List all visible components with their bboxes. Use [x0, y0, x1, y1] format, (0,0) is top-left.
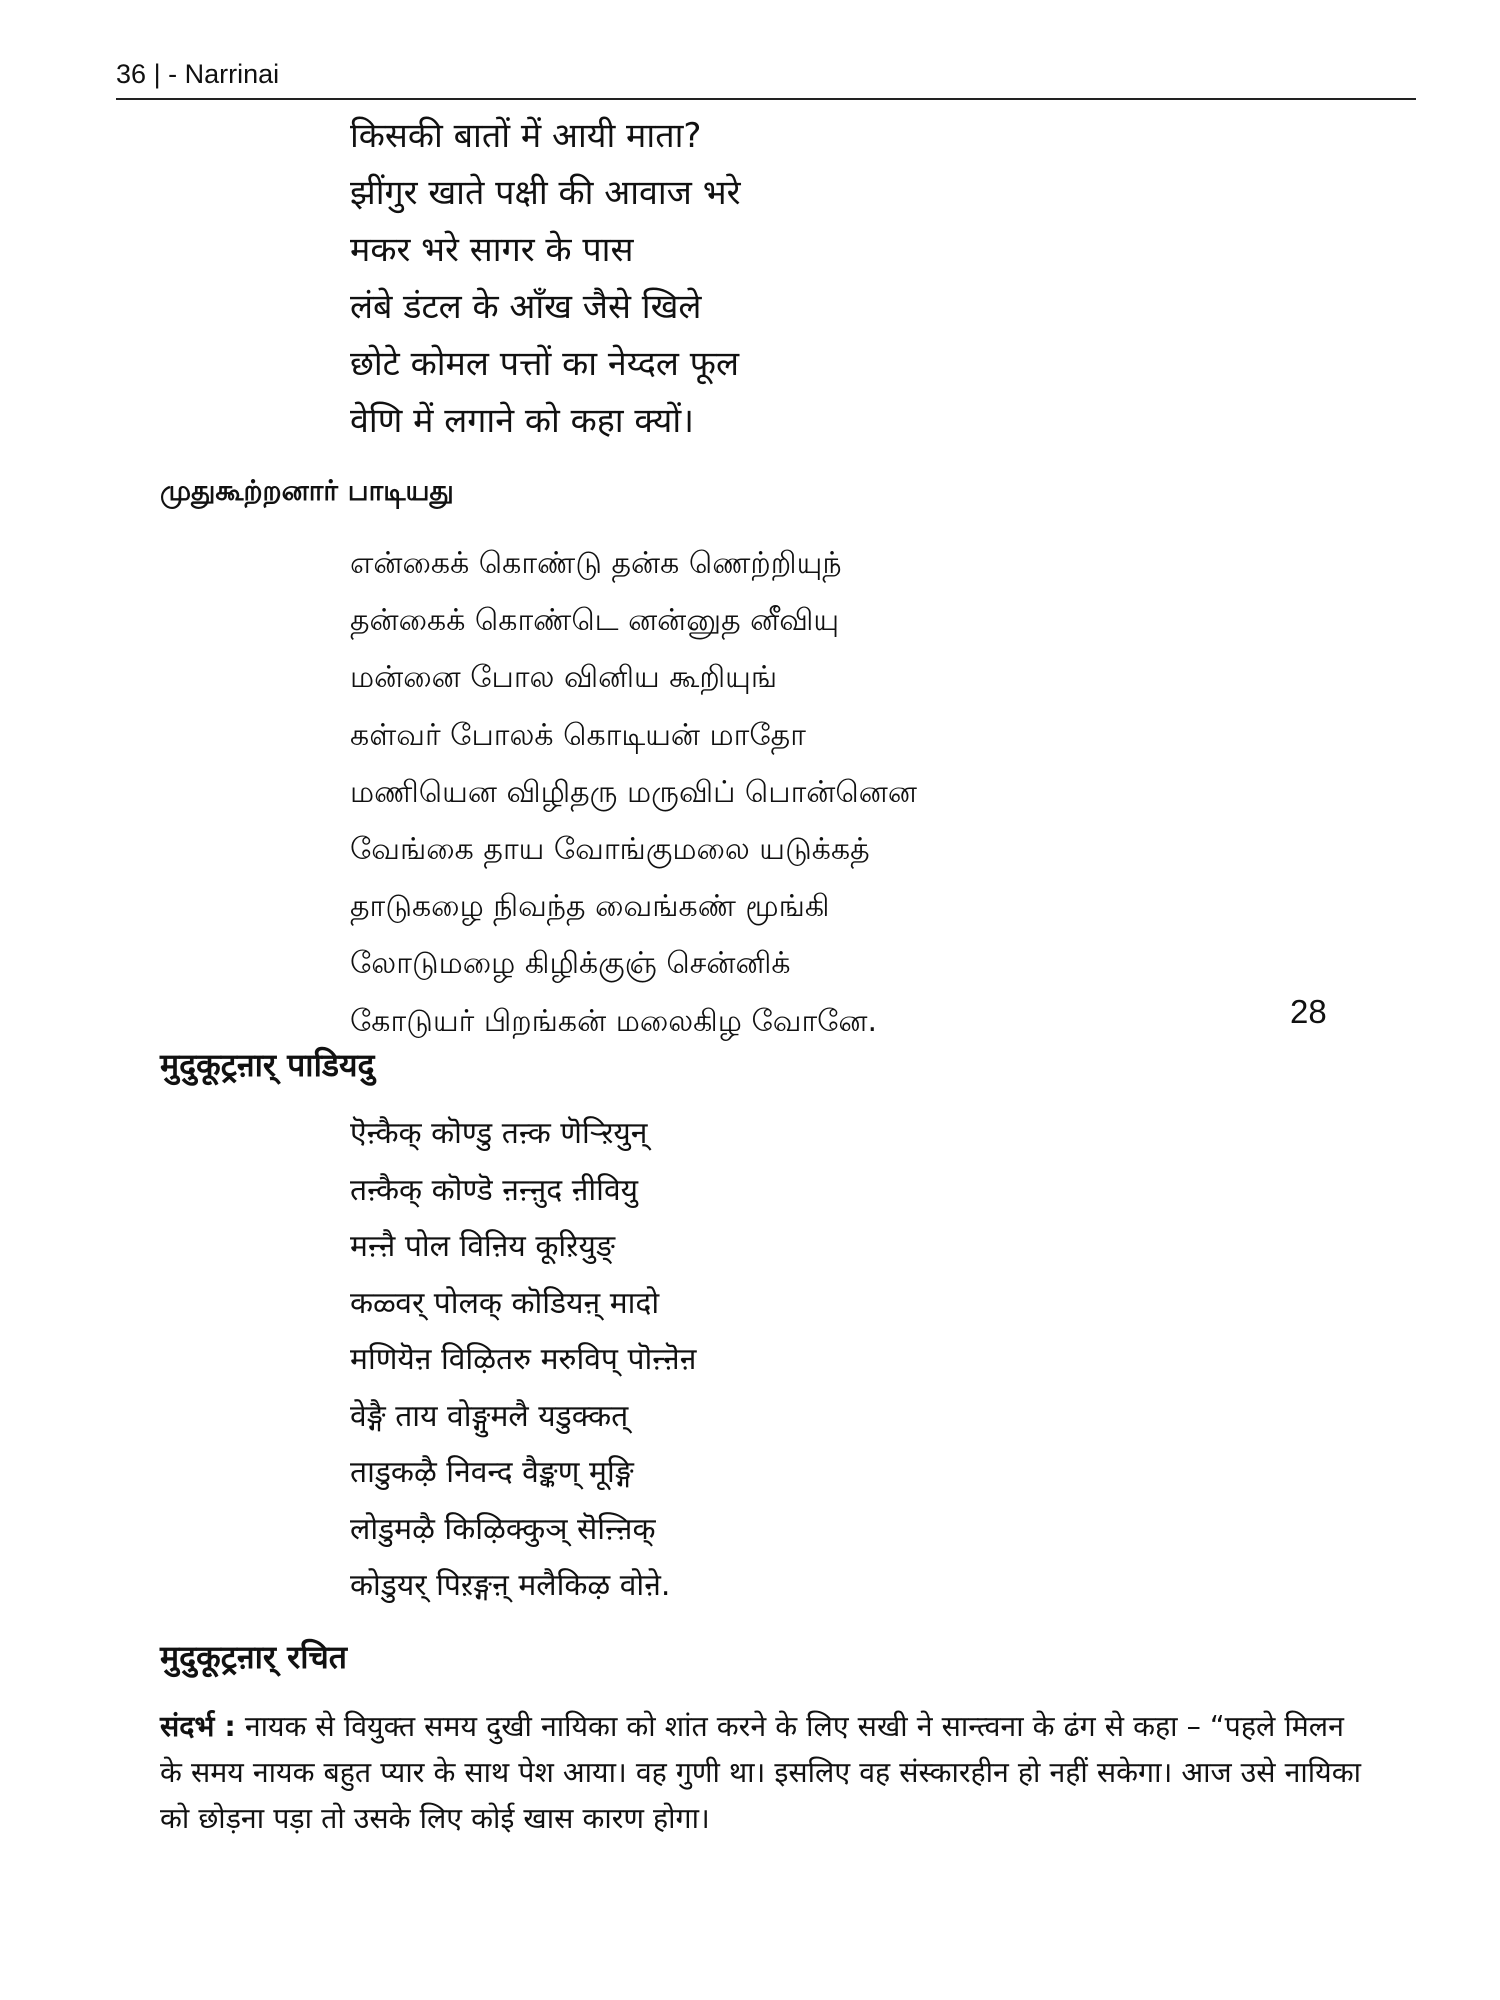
- book-title: - Narrinai: [168, 59, 280, 89]
- tamil-section-heading: முதுகூற்றனார் பாடியது: [160, 474, 454, 507]
- verse-line: कळ्वर् पोलक् कॊडियऩ् मादो: [350, 1285, 660, 1321]
- hindi-translation-verse: [350, 108, 741, 450]
- verse-line: ऎऩ्कैक् कॊण्डु तऩ्क णॆऱ्ऱियुन्: [350, 1116, 648, 1151]
- verse-line: लंबे डंटल के आँख जैसे खिले: [350, 287, 702, 327]
- verse-number: 28: [1290, 993, 1327, 1030]
- page-number: 36: [116, 59, 147, 89]
- verse-line: தன்கைக் கொண்டெ னன்னுத னீவியு: [350, 603, 840, 639]
- verse-line: தாடுகழை நிவந்த வைங்கண் மூங்கி: [350, 889, 830, 925]
- context-label: संदर्भ :: [160, 1710, 236, 1743]
- running-header: [116, 56, 279, 92]
- header-separator: |: [153, 59, 161, 89]
- verse-line: छोटे कोमल पत्तों का नेय्दल फूल: [350, 344, 740, 384]
- verse-line: मऩ्ऩै पोल विऩिय कूऱियुङ्: [350, 1229, 615, 1264]
- verse-line: கள்வர் போலக் கொடியன் மாதோ: [350, 717, 806, 753]
- context-text: नायक से वियुक्त समय दुखी नायिका को शांत करने के लिए सखी ने सान्त्वना के ढंग से कहा – “पहले मिलन के समय नायक बहुत प्यार के साथ पेश आया। वह गुणी था। इसलिए वह संस्कारहीन हो नहीं सकेगा। आज उसे नायिका को छोड़ना पड़ा तो उसके लिए कोई खास कारण होगा।: [160, 1710, 1361, 1835]
- context-paragraph: [160, 1704, 1368, 1842]
- verse-line: मकर भरे सागर के पास: [350, 230, 634, 270]
- verse-line: லோடுமழை கிழிக்குஞ் சென்னிக்: [350, 946, 791, 982]
- verse-line: किसकी बातों में आयी माता?: [350, 116, 702, 156]
- verse-line: कोडुयर् पिऱङ्गऩ् मलैकिऴ वोऩे.: [350, 1568, 671, 1603]
- verse-line: மணியென விழிதரு மருவிப் பொன்னென: [350, 774, 917, 810]
- verse-line: वेणि में लगाने को कहा क्यों।: [350, 401, 695, 441]
- verse-line: मणियॆऩ विऴितरु मरुविप् पॊऩ्ऩॆऩ: [350, 1342, 697, 1377]
- verse-line: மன்னை போல வினிய கூறியுங்: [350, 660, 778, 696]
- verse-line: तऩ्कैक् कॊण्डॆ ऩऩ्ऩुद ऩीवियु: [350, 1172, 639, 1208]
- verse-line: लोडुमऴै किऴिक्कुञ् सॆऩ्ऩिक्: [350, 1511, 656, 1547]
- verse-line: ताडुकऴै निवन्द वैङ्कण् मूङ्गि: [350, 1455, 634, 1490]
- verse-line: झींगुर खाते पक्षी की आवाज भरे: [350, 173, 741, 213]
- tamil-verse: [350, 535, 917, 1050]
- verse-line: वेङ्गै ताय वोङ्गुमलै यडुक्कत्: [350, 1398, 629, 1434]
- verse-line: கோடுயர் பிறங்கன் மலைகிழ வோனே.: [350, 1003, 878, 1039]
- transliteration-heading: मुदुकूट्रऩार् पाडियदु: [160, 1046, 375, 1084]
- verse-line: வேங்கை தாய வோங்குமலை யடுக்கத்: [350, 832, 870, 868]
- transliteration-verse: [350, 1106, 696, 1615]
- verse-line: என்கைக் கொண்டு தன்க ணெற்றியுந்: [350, 546, 842, 581]
- header-divider: [116, 98, 1416, 100]
- hindi-section-heading: मुदुकूट्रऩार् रचित: [160, 1638, 348, 1676]
